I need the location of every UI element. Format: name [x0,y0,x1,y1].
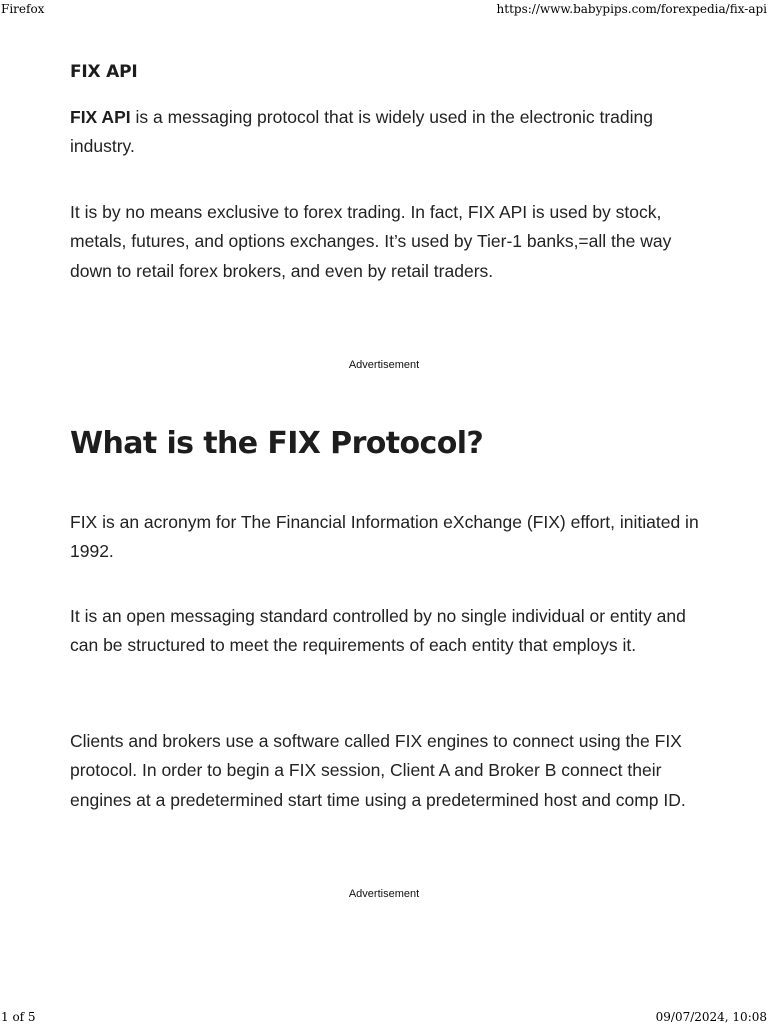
standard-paragraph: It is an open messaging standard controlled by no single individual or entity and can be structured to meet the requirements of each entity that employs it. [70,606,686,656]
page-counter: 1 of 5 [1,1010,36,1024]
page-url: https://www.babypips.com/forexpedia/fix-api [496,2,767,16]
section-heading: What is the FIX Protocol? [70,426,484,461]
browser-name: Firefox [1,2,45,16]
exclusivity-paragraph: It is by no means exclusive to forex trading. In fact, FIX API is used by stock, metals, futures, and options exchanges. It’s used by Tier-1 banks,=all the way down to retail forex brokers, and even by retail traders. [70,202,672,281]
print-header [0,0,768,18]
intro-text: is a messaging protocol that is widely used in the electronic trading industry. [70,107,653,157]
acronym-paragraph: FIX is an acronym for The Financial Information eXchange (FIX) effort, initiated in 1992. [70,512,699,562]
advertisement-label-2: Advertisement [348,888,420,900]
intro-paragraph [70,103,700,162]
print-footer [0,1008,768,1024]
intro-term: FIX API [70,107,131,127]
print-datetime: 09/07/2024, 10:08 [655,1010,767,1024]
engines-paragraph: Clients and brokers use a software called FIX engines to connect using the FIX protocol. In order to begin a FIX session, Client A and Broker B connect their engines at a predetermined start time using a predetermined host and comp ID. [70,731,686,810]
article-title: FIX API [70,62,138,82]
advertisement-label: Advertisement [348,359,420,371]
